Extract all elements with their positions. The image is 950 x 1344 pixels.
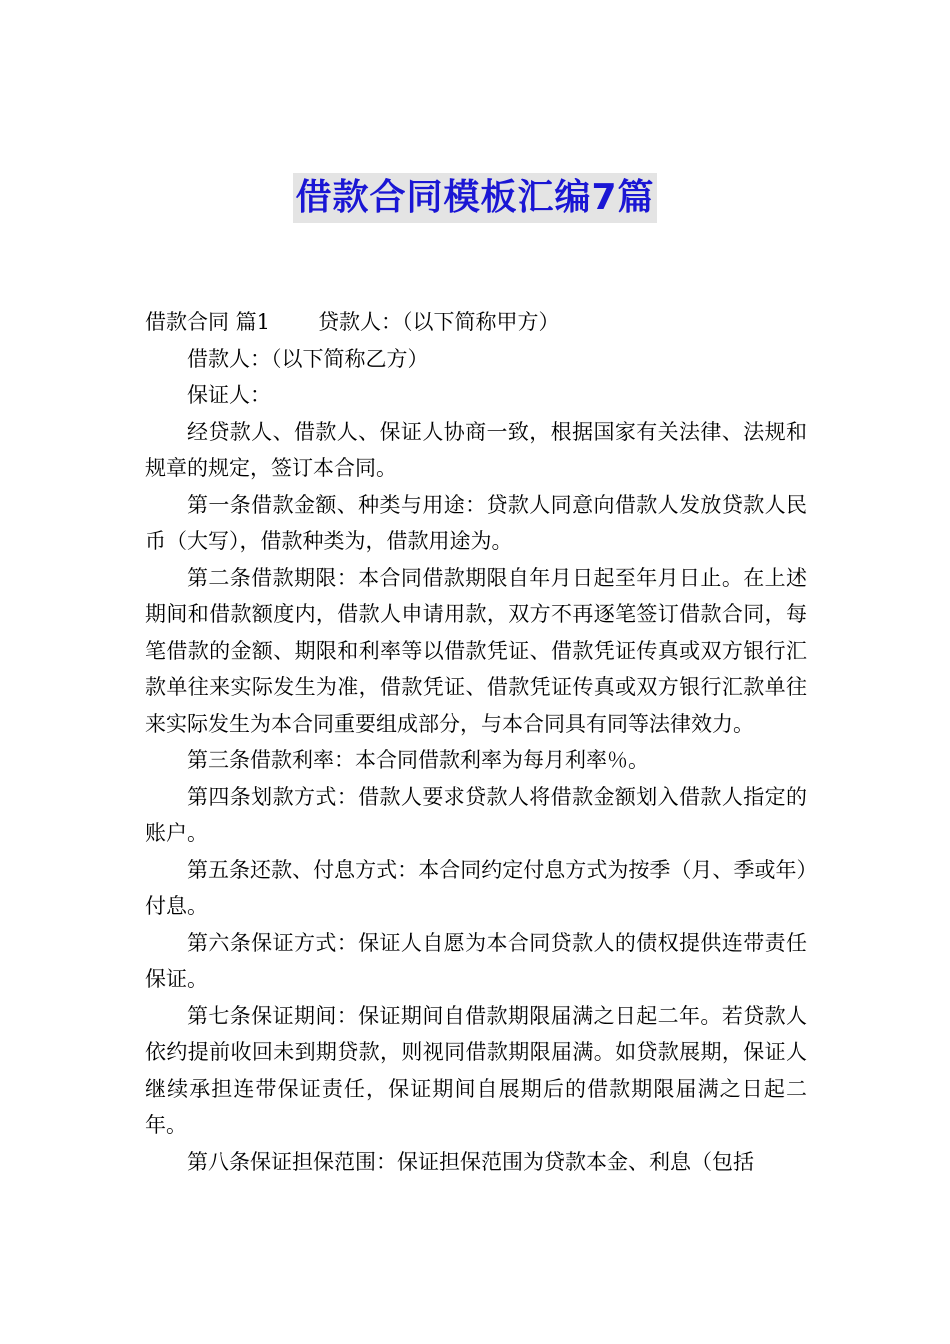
preamble-paragraph: 经贷款人、借款人、保证人协商一致，根据国家有关法律、法规和规章的规定，签订本合同。 — [145, 419, 807, 480]
article-8-paragraph: 第八条保证担保范围：保证担保范围为贷款本金、利息（包括 — [187, 1149, 754, 1174]
document-title: 借款合同模板汇编7篇 — [293, 173, 656, 223]
title-container — [0, 173, 950, 223]
heading-line — [145, 304, 807, 341]
lender-line: 贷款人：（以下简称甲方） — [318, 310, 560, 334]
article-2-paragraph: 第二条借款期限：本合同借款期限自年月日起至年月日止。在上述期间和借款额度内，借款人申请用款，双方不再逐笔签订借款合同，每笔借款的金额、期限和利率等以借款凭证、借款凭证传真或双方银行汇款单往来实际发生为准，借款凭证、借款凭证传真或双方银行汇款单往来实际发生为本合同重要组成部分，与本合同具有同等法律效力。 — [145, 565, 807, 736]
article-5-paragraph: 第五条还款、付息方式：本合同约定付息方式为按季（月、季或年）付息。 — [145, 857, 807, 918]
article-1-paragraph: 第一条借款金额、种类与用途：贷款人同意向借款人发放贷款人民币（大写），借款种类为，借款用途为。 — [145, 492, 807, 553]
guarantor-line: 保证人： — [187, 383, 271, 407]
article-7-paragraph: 第七条保证期间：保证期间自借款期限届满之日起二年。若贷款人依约提前收回未到期贷款，则视同借款期限届满。如贷款展期，保证人继续承担连带保证责任，保证期间自展期后的借款期限届满之日起二年。 — [145, 1003, 807, 1137]
borrower-line: 借款人：（以下简称乙方） — [187, 346, 429, 371]
section-heading: 借款合同 篇1 — [145, 310, 271, 334]
article-3-paragraph: 第三条借款利率：本合同借款利率为每月利率％。 — [187, 748, 649, 772]
article-6-paragraph: 第六条保证方式：保证人自愿为本合同贷款人的债权提供连带责任保证。 — [145, 930, 807, 991]
document-body — [145, 304, 807, 1180]
article-4-paragraph: 第四条划款方式：借款人要求贷款人将借款金额划入借款人指定的账户。 — [145, 784, 807, 845]
